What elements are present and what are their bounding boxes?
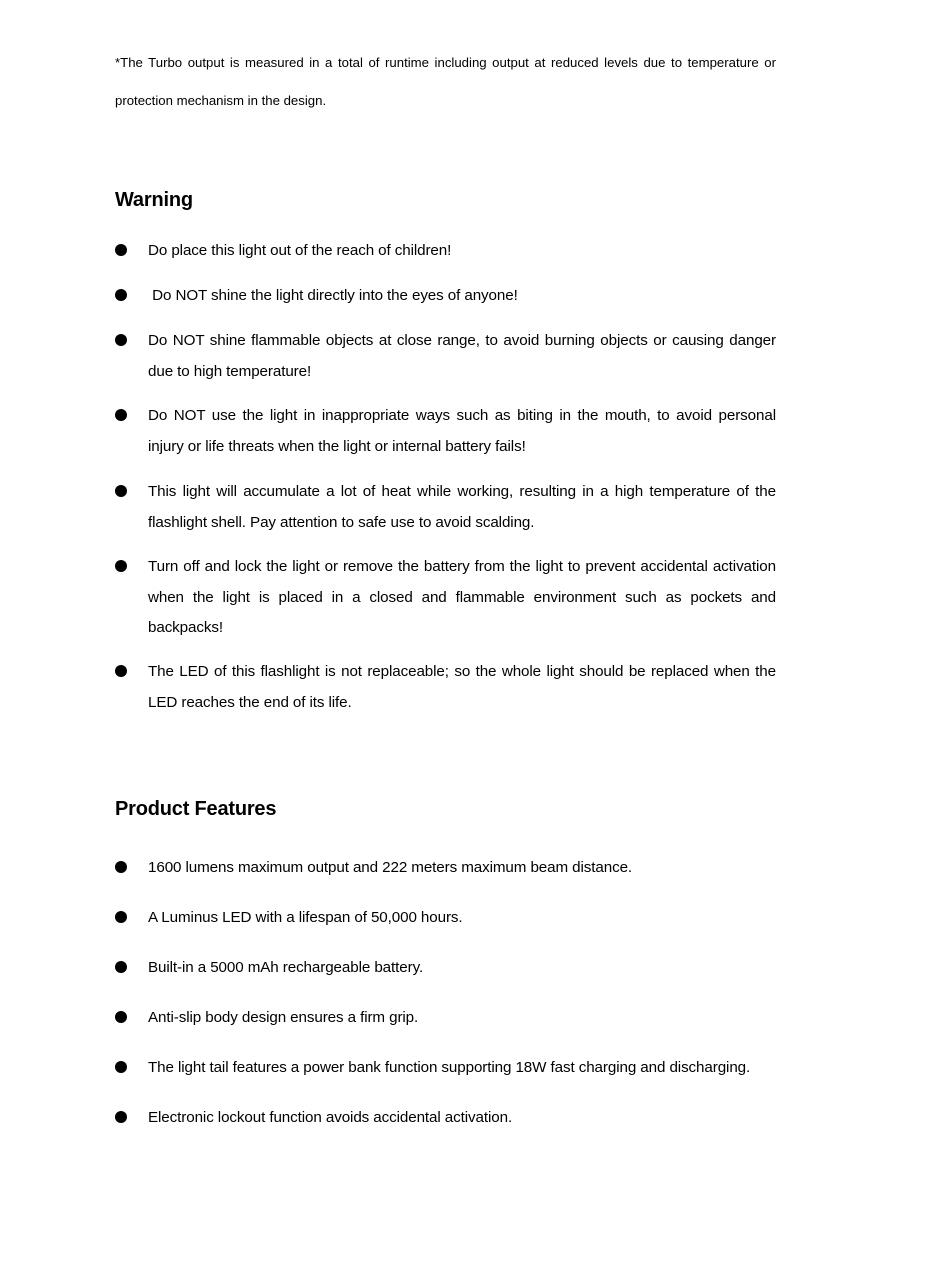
list-item-text: Do NOT shine the light directly into the eyes of anyone!: [148, 287, 518, 304]
list-item: [115, 401, 776, 462]
list-item: [115, 1003, 776, 1034]
list-item: [115, 552, 776, 644]
bullet-icon: [115, 409, 127, 421]
list-item: [115, 326, 776, 387]
bullet-icon: [115, 289, 127, 301]
bullet-icon: [115, 961, 127, 973]
bullet-icon: [115, 1111, 127, 1123]
turbo-output-footnote: *The Turbo output is measured in a total of runtime including output at reduced levels due to temperature or protection mechanism in the design.: [115, 55, 776, 108]
list-item: [115, 903, 776, 934]
bullet-icon: [115, 665, 127, 677]
list-item-text: The LED of this flashlight is not replaceable; so the whole light should be replaced when the LED reaches the end of its life.: [148, 663, 776, 711]
bullet-icon: [115, 485, 127, 497]
list-item-text: A Luminus LED with a lifespan of 50,000 hours.: [148, 909, 463, 926]
list-item-text: 1600 lumens maximum output and 222 meters maximum beam distance.: [148, 859, 633, 876]
list-item-text: Turn off and lock the light or remove the battery from the light to prevent accidental activation when the light is placed in a closed and flammable environment such as pockets and backpacks!: [148, 558, 776, 636]
list-item-text: Do NOT use the light in inappropriate ways such as biting in the mouth, to avoid personal injury or life threats when the light or internal battery fails!: [148, 407, 776, 455]
list-item: [115, 1053, 776, 1084]
list-item: [115, 477, 776, 538]
list-item-text: Do NOT shine flammable objects at close range, to avoid burning objects or causing danger due to high temperature!: [148, 332, 776, 380]
list-item: [115, 1103, 776, 1134]
bullet-icon: [115, 911, 127, 923]
list-item-text: Built-in a 5000 mAh rechargeable battery.: [148, 959, 424, 976]
list-item-text: The light tail features a power bank function supporting 18W fast charging and discharging.: [148, 1059, 751, 1076]
bullet-icon: [115, 334, 127, 346]
list-item-text: This light will accumulate a lot of heat while working, resulting in a high temperature of the flashlight shell. Pay attention to safe use to avoid scalding.: [148, 483, 776, 531]
bullet-icon: [115, 1061, 127, 1073]
bullet-icon: [115, 1011, 127, 1023]
list-item: [115, 236, 776, 267]
product-features-heading: Product Features: [115, 798, 277, 820]
list-item: [115, 853, 776, 884]
list-item: [115, 657, 776, 718]
list-item: [115, 281, 776, 312]
bullet-icon: [115, 560, 127, 572]
bullet-icon: [115, 861, 127, 873]
list-item-text: Electronic lockout function avoids accidental activation.: [148, 1109, 513, 1126]
bullet-icon: [115, 244, 127, 256]
list-item: [115, 953, 776, 984]
list-item-text: Anti-slip body design ensures a firm grip.: [148, 1009, 419, 1026]
list-item-text: Do place this light out of the reach of children!: [148, 242, 452, 259]
warning-heading: Warning: [115, 189, 193, 211]
